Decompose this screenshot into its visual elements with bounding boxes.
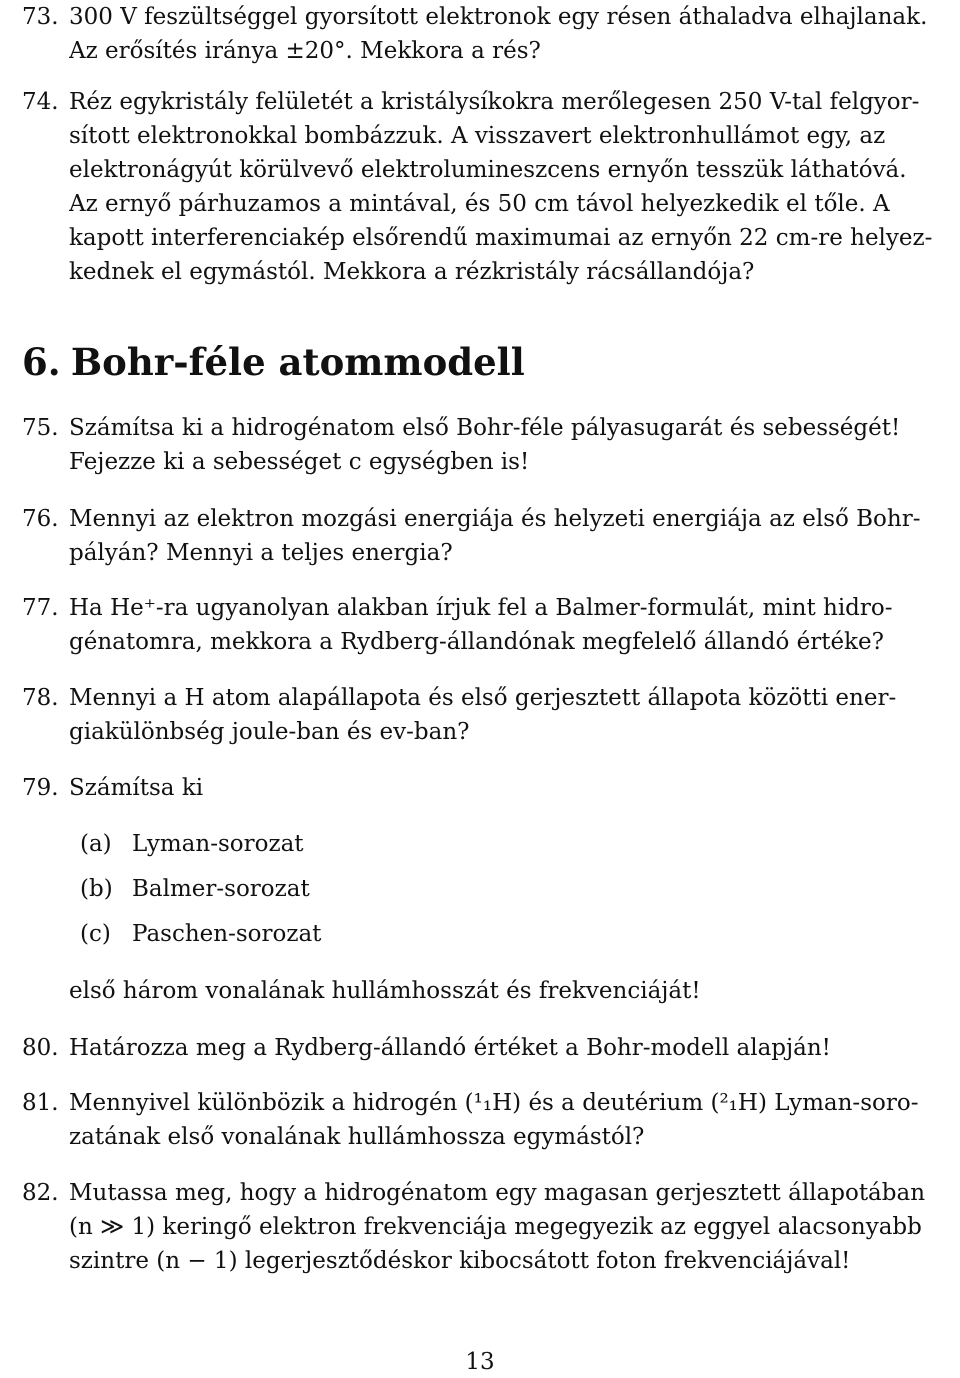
problem-line: giakülönbség joule-ban és ev-ban? [69,719,470,745]
problem-line: elektronágyút körülvevő elektrolumineszcens ernyőn tesszük láthatóvá. [69,157,907,183]
problem-number: 77. [22,595,59,621]
problem-line: Ha He⁺-ra ugyanolyan alakban írjuk fel a Balmer-formulát, mint hidro- [69,595,893,621]
problem-line: Mennyi az elektron mozgási energiája és helyzeti energiája az első Bohr- [69,506,921,532]
problem-number: 75. [22,415,59,441]
section-title: Bohr-féle atommodell [70,340,525,384]
section-number: 6. [22,340,61,384]
sub-item-text: Balmer-sorozat [132,876,310,902]
sub-item-b [80,872,780,906]
problem-line: Mennyivel különbözik a hidrogén (¹₁H) és a deutérium (²₁H) Lyman-soro- [69,1090,919,1116]
problem-line: Réz egykristály felületét a kristálysíkokra merőlegesen 250 V-tal felgyor- [69,89,920,115]
problem-line: Számítsa ki [69,775,204,801]
problem-number: 76. [22,506,59,532]
problem-number: 74. [22,89,59,115]
page-number: 13 [465,1349,495,1375]
problem-line: Az erősítés iránya ±20°. Mekkora a rés? [69,38,541,64]
sub-item-c [80,917,780,951]
sub-item-a [80,827,780,861]
problem-line: Az ernyő párhuzamos a mintával, és 50 cm távol helyezkedik el tőle. A [69,191,890,217]
problem-number: 80. [22,1035,59,1061]
problem-line: sított elektronokkal bombázzuk. A visszavert elektronhullámot egy, az [69,123,886,149]
problem-79-tail: első három vonalának hullámhosszát és frekvenciáját! [69,978,701,1004]
problem-number: 73. [22,4,59,30]
problem-line: kapott interferenciakép elsőrendű maximumai az ernyőn 22 cm-re helyez- [69,225,933,251]
problem-line: szintre (n − 1) legerjesztődéskor kibocsátott foton frekvenciájával! [69,1248,851,1274]
problem-line: (n ≫ 1) keringő elektron frekvenciája megegyezik az eggyel alacsonyabb [69,1214,922,1240]
sub-item-label: (a) [80,831,112,857]
problem-line: Számítsa ki a hidrogénatom első Bohr-féle pályasugarát és sebességét! [69,415,901,441]
problem-line: génatomra, mekkora a Rydberg-állandónak megfelelő állandó értéke? [69,629,884,655]
problem-number: 81. [22,1090,59,1116]
problem-line: Mennyi a H atom alapállapota és első gerjesztett állapota közötti ener- [69,685,897,711]
problem-line: zatának első vonalának hullámhossza egymástól? [69,1124,645,1150]
problem-line: Fejezze ki a sebességet c egységben is! [69,449,530,475]
problem-number: 78. [22,685,59,711]
problem-number: 82. [22,1180,59,1206]
sub-item-text: Paschen-sorozat [132,921,322,947]
sub-item-text: Lyman-sorozat [132,831,304,857]
problem-line: Mutassa meg, hogy a hidrogénatom egy magasan gerjesztett állapotában [69,1180,926,1206]
problem-line: 300 V feszültséggel gyorsított elektronok egy résen áthaladva elhajlanak. [69,4,928,30]
problem-line: pályán? Mennyi a teljes energia? [69,540,453,566]
problem-line: Határozza meg a Rydberg-állandó értéket a Bohr-modell alapján! [69,1035,831,1061]
section-heading [22,340,922,384]
sub-item-label: (c) [80,921,111,947]
problem-line: kednek el egymástól. Mekkora a rézkristály rácsállandója? [69,259,755,285]
sub-item-label: (b) [80,876,113,902]
problem-number: 79. [22,775,59,801]
